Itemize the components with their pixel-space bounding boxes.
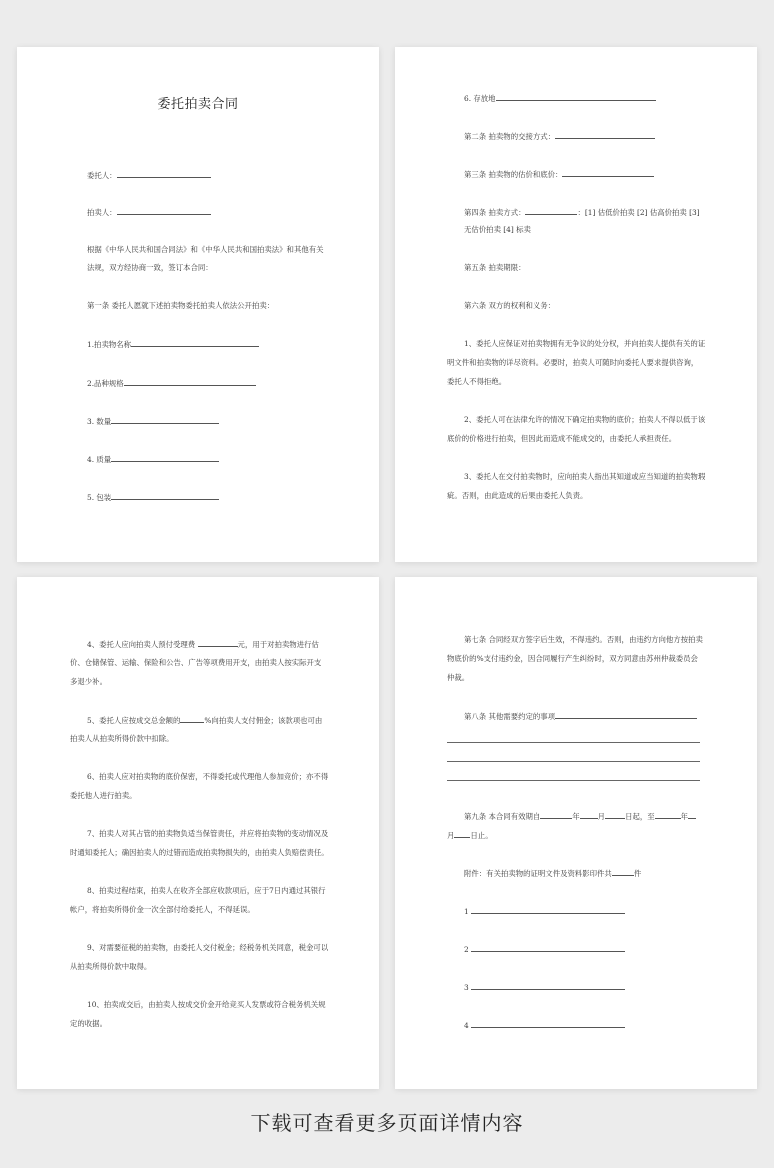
article-8-rule-2 <box>447 761 700 762</box>
article-4-line-2: 无估价拍卖 [4] 标卖 <box>464 225 531 234</box>
item-qty-blank <box>111 414 219 424</box>
attachment-item-1-number: 1 <box>464 907 469 916</box>
client-blank <box>117 168 211 178</box>
clause-5-line-2: 拍卖人从拍卖所得价款中扣除。 <box>70 734 174 743</box>
attachment-item-3-number: 3 <box>464 983 469 992</box>
article-7-line-1: 第七条 合同经双方签字后生效，不得违约。否则，由违约方向他方按拍卖 <box>464 635 703 644</box>
item-spec-blank <box>124 376 256 386</box>
clause-5-text-a: 5、委托人应按成交总金额的 <box>87 716 181 725</box>
client-field <box>87 168 211 183</box>
attachment-item-3-blank <box>471 980 625 990</box>
item-pack-blank <box>111 490 219 500</box>
article-8-label: 第八条 其他需要约定的事项 <box>464 712 556 721</box>
attachment-label: 附件：有关拍卖物的证明文件及资料影印件共 <box>464 869 612 878</box>
article-4-blank <box>525 205 577 215</box>
article-2-blank <box>555 129 655 139</box>
contract-page-4 <box>395 577 757 1089</box>
commission-blank <box>180 713 204 723</box>
clause-5-line-1 <box>87 713 322 728</box>
clause-6-line-2: 委托他人进行拍卖。 <box>70 791 137 800</box>
auctioneer-label: 拍卖人： <box>87 208 117 217</box>
clause-4-line-2: 价、仓储保管、运输、保险和公告、广告等项费用开支，由拍卖人按实际开支 <box>70 658 322 667</box>
item-spec-field <box>87 376 256 391</box>
article-3-blank <box>562 167 654 177</box>
intro-line-2: 法规，双方经协商一致，签订本合同： <box>87 263 213 272</box>
item-quality-field <box>87 452 219 467</box>
attachment-count-blank <box>612 866 634 876</box>
article-7-line-2: 物底价的%支付违约金，因合同履行产生纠纷时，双方同意由苏州仲裁委员会 <box>447 654 698 663</box>
item-location-blank <box>496 91 656 101</box>
attachment-line <box>464 866 641 881</box>
end-month-unit: 月 <box>447 831 455 840</box>
end-day-blank <box>454 828 470 838</box>
item-location-label: 6. 存放地 <box>464 94 496 103</box>
item-qty-label: 3. 数量 <box>87 417 112 426</box>
article-4-label: 第四条 拍卖方式： <box>464 208 526 217</box>
article-7-line-3: 仲裁。 <box>447 673 470 682</box>
clause-1-line-2: 明文件和拍卖物的详尽资料。必要时，拍卖人可随时向委托人要求提供咨询， <box>447 358 699 367</box>
intro-line-1: 根据《中华人民共和国合同法》和《中华人民共和国拍卖法》和其他有关 <box>87 245 324 254</box>
article-9-line-2 <box>447 828 493 843</box>
clause-10-line-2: 定的收据。 <box>70 1019 107 1028</box>
attachment-item-1-blank <box>471 904 625 914</box>
end-year-unit: 年 <box>680 812 689 821</box>
clause-3-line-1: 3、委托人在交付拍卖物时，应向拍卖人指出其知道或应当知道的拍卖物瑕 <box>464 472 706 481</box>
clause-9-line-1: 9、对需要征税的拍卖物，由委托人交付税金；经税务机关同意，税金可以 <box>87 943 329 952</box>
end-day-unit: 日止。 <box>470 831 493 840</box>
start-month-blank <box>580 809 598 819</box>
end-year-blank <box>655 809 681 819</box>
fee-blank <box>198 637 238 647</box>
end-year-tail <box>688 809 696 819</box>
contract-page-1 <box>17 47 379 562</box>
clause-8-line-2: 帐户，将拍卖所得价金一次全部付给委托人，不得延误。 <box>70 905 255 914</box>
article-9-line-1 <box>464 809 696 824</box>
clause-10-line-1: 10、拍卖成交后，由拍卖人按成交价金开给竞买人发票或符合税务机关规 <box>87 1000 326 1009</box>
item-name-field <box>87 337 259 352</box>
clause-8-line-1: 8、拍卖过程结束，拍卖人在收齐全部应收款项后，应于7日内通过其银行 <box>87 886 326 895</box>
attachment-item-2-number: 2 <box>464 945 469 954</box>
clause-7-line-1: 7、拍卖人对其占管的拍卖物负适当保管责任，并应将拍卖物的变动情况及 <box>87 829 329 838</box>
article-3 <box>464 167 654 182</box>
article-6: 第六条 双方的权利和义务： <box>464 301 556 310</box>
article-2-label: 第二条 拍卖物的交接方式： <box>464 132 556 141</box>
article-8-blank <box>555 709 697 719</box>
article-9-label: 第九条 本合同有效期自 <box>464 812 541 821</box>
attachment-item-4 <box>464 1018 625 1033</box>
article-8-rule-3 <box>447 780 700 781</box>
contract-page-2 <box>395 47 757 562</box>
attachment-item-4-number: 4 <box>464 1021 469 1030</box>
clause-3-line-2: 疵。否则，由此造成的后果由委托人负责。 <box>447 491 588 500</box>
item-quality-blank <box>111 452 219 462</box>
item-spec-label: 2.品种规格 <box>87 379 124 388</box>
attachment-item-2-blank <box>471 942 625 952</box>
item-name-blank <box>131 337 259 347</box>
article-8 <box>464 709 697 724</box>
item-location-field <box>464 91 656 106</box>
clause-4-text-a: 4、委托人应向拍卖人预付受理费 <box>87 640 196 649</box>
item-pack-field <box>87 490 219 505</box>
start-year-blank <box>540 809 572 819</box>
attachment-item-3 <box>464 980 625 995</box>
start-day-unit: 日起，至 <box>625 812 655 821</box>
attachment-item-4-blank <box>471 1018 625 1028</box>
client-label: 委托人： <box>87 171 117 180</box>
contract-page-3 <box>17 577 379 1089</box>
page-title: 委托拍卖合同 <box>157 97 239 112</box>
clause-4-line-1 <box>87 637 319 652</box>
clause-4-line-3: 多退少补。 <box>70 677 107 686</box>
auctioneer-blank <box>117 205 211 215</box>
article-5: 第五条 拍卖期限： <box>464 263 526 272</box>
attachment-unit: 件 <box>633 869 642 878</box>
download-more-caption: 下载可查看更多页面详情内容 <box>250 1111 524 1135</box>
clause-1-line-1: 1、委托人应保证对拍卖物拥有无争议的处分权，并向拍卖人提供有关的证 <box>464 339 706 348</box>
clause-6-line-1: 6、拍卖人应对拍卖物的底价保密，不得委托或代理他人参加竞价；亦不得 <box>87 772 329 781</box>
article-4-line-1 <box>464 205 700 220</box>
article-4-options: ：[1] 估低价拍卖 [2] 估高价拍卖 [3] <box>577 208 700 217</box>
clause-7-line-2: 时通知委托人；确因拍卖人的过错而造成拍卖物损失的，由拍卖人负赔偿责任。 <box>70 848 329 857</box>
article-8-rule-1 <box>447 742 700 743</box>
item-qty-field <box>87 414 219 429</box>
item-name-label: 1.拍卖物名称 <box>87 340 132 349</box>
start-day-blank <box>605 809 625 819</box>
item-quality-label: 4. 质量 <box>87 455 112 464</box>
start-month-unit: 月 <box>597 812 606 821</box>
clause-2-line-1: 2、委托人可在法律允许的情况下确定拍卖物的底价；拍卖人不得以低于该 <box>464 415 706 424</box>
clause-2-line-2: 底价的价格进行拍卖，但因此而造成不能成交的，由委托人承担责任。 <box>447 434 677 443</box>
article-2 <box>464 129 655 144</box>
start-year-unit: 年 <box>572 812 580 821</box>
clause-4-text-b: 元，用于对拍卖物进行估 <box>237 640 319 649</box>
article-1: 第一条 委托人愿就下述拍卖物委托拍卖人依法公开拍卖： <box>87 301 275 310</box>
auctioneer-field <box>87 205 211 220</box>
clause-9-line-2: 从拍卖所得价款中取得。 <box>70 962 152 971</box>
article-3-label: 第三条 拍卖物的估价和底价： <box>464 170 563 179</box>
item-pack-label: 5. 包装 <box>87 493 112 502</box>
attachment-item-1 <box>464 904 625 919</box>
clause-5-text-b: %向拍卖人支付佣金；该款项也可由 <box>204 716 323 725</box>
clause-1-line-3: 委托人不得拒绝。 <box>447 377 507 386</box>
attachment-item-2 <box>464 942 625 957</box>
